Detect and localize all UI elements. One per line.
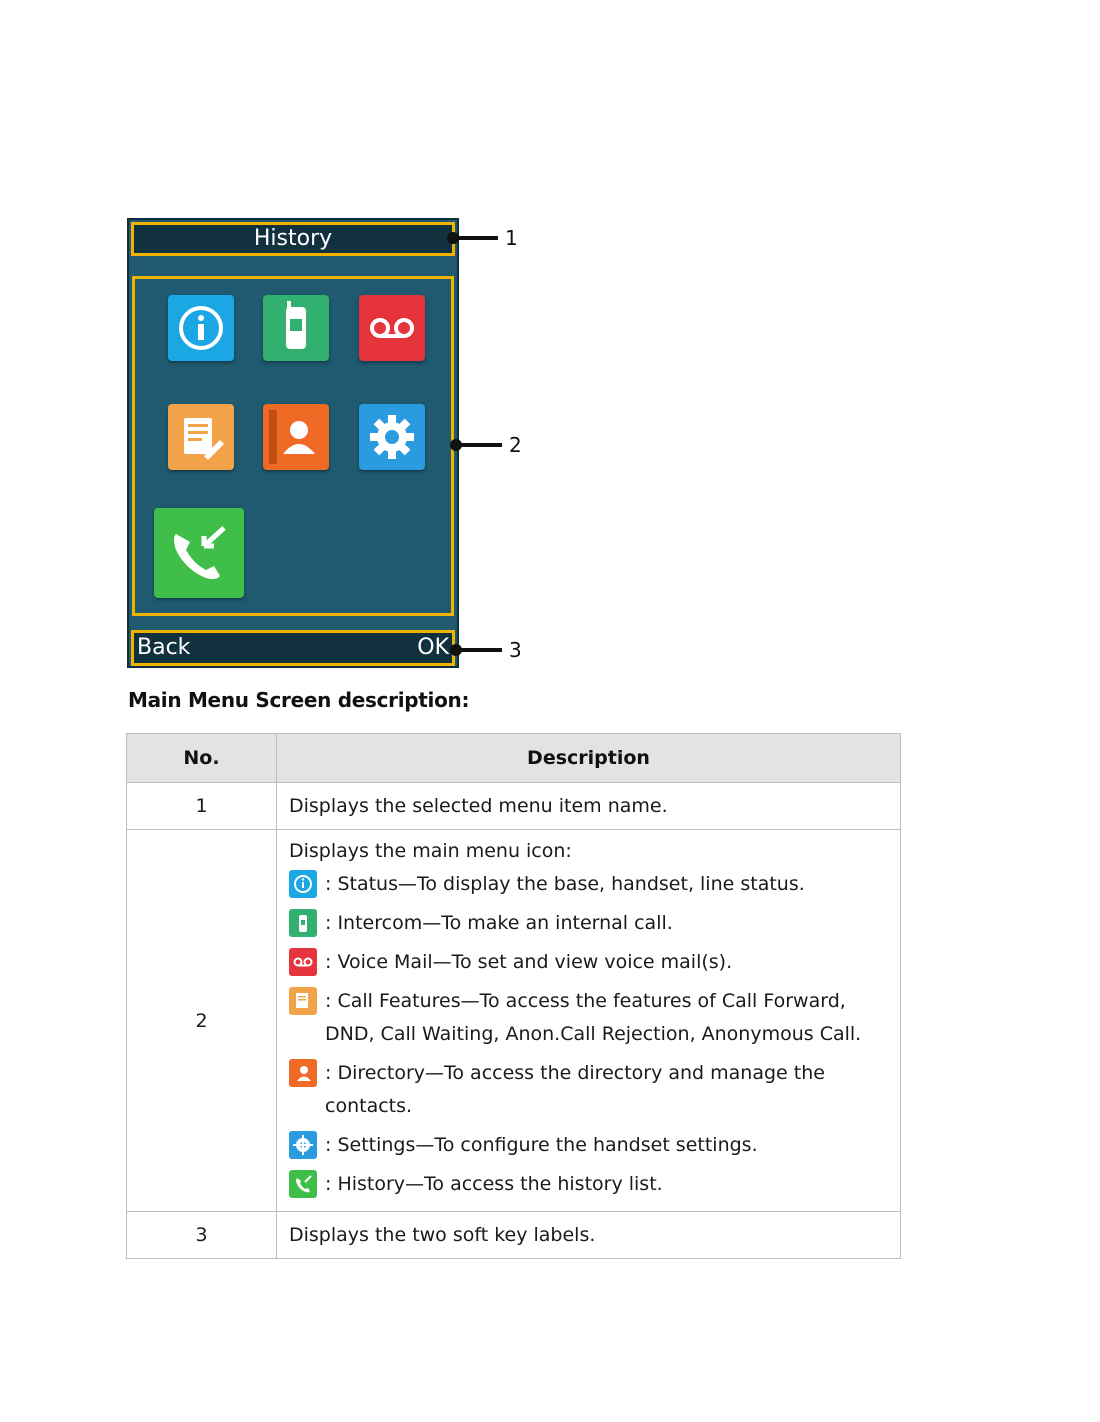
history-icon	[289, 1170, 317, 1198]
item-text: : Voice Mail—To set and view voice mail(s).	[325, 951, 733, 973]
description-table	[126, 733, 901, 1259]
table-header-no: No.	[127, 734, 277, 783]
callout-number-2: 2	[509, 433, 522, 457]
list-item	[289, 1129, 888, 1162]
directory-icon	[289, 1059, 317, 1087]
row-description: Displays the two soft key labels.	[277, 1212, 901, 1259]
voicemail-icon[interactable]	[359, 295, 425, 361]
callout-line-2	[456, 443, 502, 447]
callout-number-3: 3	[509, 638, 522, 662]
table-row	[127, 1212, 901, 1259]
item-text: : Intercom—To make an internal call.	[325, 912, 673, 934]
list-item	[289, 1168, 888, 1201]
row-number: 2	[127, 830, 277, 1212]
row-description-lead: Displays the main menu icon:	[289, 840, 572, 862]
list-item	[289, 907, 888, 940]
callout-line-3	[456, 648, 502, 652]
item-text: : Directory—To access the directory and manage the contacts.	[325, 1062, 825, 1117]
screen-title-bar	[131, 222, 455, 256]
call-features-icon[interactable]	[168, 404, 234, 470]
screen-title: History	[253, 226, 333, 251]
directory-icon[interactable]	[263, 404, 329, 470]
item-text: : Settings—To configure the handset settings.	[325, 1134, 758, 1156]
main-menu-icon-area	[132, 276, 454, 616]
settings-icon[interactable]	[359, 404, 425, 470]
row-description: Displays the selected menu item name.	[277, 783, 901, 830]
list-item	[289, 985, 888, 1051]
soft-key-bar	[131, 630, 455, 666]
list-item	[289, 946, 888, 979]
item-text: : Call Features—To access the features of Call Forward, DND, Call Waiting, Anon.Call Rejection, Anonymous Call.	[325, 990, 862, 1045]
callout-line-1	[453, 236, 498, 240]
row-description	[277, 830, 901, 1212]
intercom-icon	[289, 909, 317, 937]
table-row	[127, 783, 901, 830]
list-item	[289, 868, 888, 901]
back-soft-key[interactable]: Back	[137, 635, 191, 660]
row-number: 1	[127, 783, 277, 830]
item-text: : Status—To display the base, handset, line status.	[325, 873, 805, 895]
table-header-description: Description	[277, 734, 901, 783]
table-row	[127, 830, 901, 1212]
row-number: 3	[127, 1212, 277, 1259]
history-icon[interactable]	[154, 508, 244, 598]
status-icon[interactable]	[168, 295, 234, 361]
intercom-icon[interactable]	[263, 295, 329, 361]
settings-icon	[289, 1131, 317, 1159]
section-heading: Main Menu Screen description:	[128, 688, 470, 712]
list-item	[289, 1057, 888, 1123]
callout-number-1: 1	[505, 226, 518, 250]
ok-soft-key[interactable]: OK	[417, 635, 449, 660]
call-features-icon	[289, 987, 317, 1015]
item-text: : History—To access the history list.	[325, 1173, 663, 1195]
phone-screen-figure	[127, 218, 459, 668]
voicemail-icon	[289, 948, 317, 976]
status-icon	[289, 870, 317, 898]
